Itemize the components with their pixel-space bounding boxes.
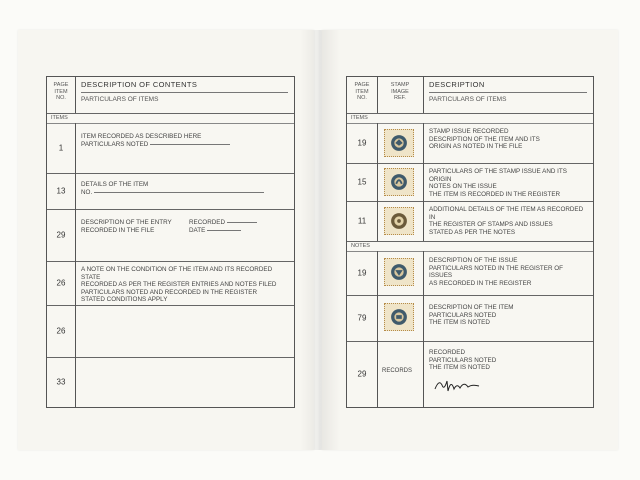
table-row	[47, 305, 294, 358]
stamp-image	[384, 129, 414, 157]
row-text: RECORDED AS PER THE REGISTER ENTRIES AND NOTES FILED	[81, 281, 277, 289]
row-text: DESCRIPTION OF THE ISSUE	[429, 257, 518, 264]
row-text: AS RECORDED IN THE REGISTER	[429, 279, 532, 287]
row-text: NO.	[81, 189, 93, 197]
table-row	[347, 201, 593, 242]
stamp-image	[384, 303, 414, 331]
header-label: ITEM	[54, 88, 68, 95]
row-text: THE ITEM IS RECORDED IN THE REGISTER	[429, 190, 561, 198]
stamp-image	[384, 207, 414, 235]
table-header	[347, 77, 593, 114]
header-label: STAMP	[390, 82, 410, 88]
row-number: 79	[357, 313, 367, 323]
row-text: RECORDED	[429, 349, 466, 356]
row-text: STAMP ISSUE RECORDED	[429, 128, 509, 135]
row-text: DETAILS OF THE ITEM	[81, 181, 149, 188]
right-register-table	[346, 76, 594, 408]
row-text: NOTES ON THE ISSUE	[429, 183, 497, 191]
header-label: ITEM	[355, 88, 369, 95]
header-label: PAGE	[354, 82, 370, 88]
header-description	[81, 77, 288, 113]
stamp-image	[384, 258, 414, 286]
header-image-col	[377, 77, 424, 113]
row-text: PARTICULARS NOTED	[429, 311, 497, 319]
row-number: 11	[357, 216, 367, 226]
row-text: ORIGIN AS NOTED IN THE FILE	[429, 143, 523, 151]
right-page	[322, 30, 618, 450]
table-header	[47, 77, 294, 114]
table-row	[347, 295, 593, 342]
row-number: 26	[56, 326, 66, 336]
row-text: STATED CONDITIONS APPLY	[81, 296, 168, 304]
row-number: 33	[56, 377, 66, 387]
row-text: PARTICULARS NOTED	[429, 356, 497, 364]
header-label: REF.	[394, 95, 406, 101]
table-row	[47, 357, 294, 407]
header-label: PAGE	[53, 82, 69, 88]
row-number: 29	[56, 230, 66, 240]
row-text: PARTICULARS NOTED AND RECORDED IN THE REGISTER	[81, 288, 257, 296]
row-text: ADDITIONAL DETAILS OF THE ITEM AS RECORDED IN	[429, 206, 584, 221]
header-subtitle: PARTICULARS OF ITEMS	[429, 96, 507, 104]
row-number: 26	[56, 278, 66, 288]
table-row	[47, 209, 294, 262]
table-row	[47, 261, 294, 306]
stamp-image	[384, 168, 414, 196]
row-number: 1	[58, 143, 64, 153]
row-text: PARTICULARS NOTED	[81, 141, 149, 149]
left-register-table	[46, 76, 295, 408]
table-row	[47, 173, 294, 210]
header-number-col	[347, 77, 378, 113]
row-text: DESCRIPTION OF THE ITEM AND ITS	[429, 135, 540, 143]
header-label: IMAGE	[391, 88, 409, 95]
row-text: DESCRIPTION OF THE ENTRY	[81, 219, 172, 226]
header-label: NO.	[56, 95, 66, 101]
table-row	[347, 163, 593, 202]
row-text: THE ITEM IS NOTED	[429, 319, 490, 327]
row-number: 19	[357, 138, 367, 148]
row-text: STATED AS PER THE NOTES	[429, 228, 516, 236]
table-row	[347, 341, 593, 407]
row-text: RECORDED IN THE FILE	[81, 227, 155, 235]
row-text: ITEM RECORDED AS DESCRIBED HERE	[81, 133, 202, 140]
row-number: 19	[357, 268, 367, 278]
header-label: NO.	[357, 95, 367, 101]
row-text: PARTICULARS OF THE STAMP ISSUE AND ITS ORIGIN	[429, 168, 567, 183]
header-number-col	[47, 77, 76, 113]
table-row	[347, 123, 593, 164]
row-text: A NOTE ON THE CONDITION OF THE ITEM AND ITS RECORDED STATE	[81, 266, 273, 281]
row-text: DATE	[189, 227, 206, 235]
row-text: DESCRIPTION OF THE ITEM	[429, 304, 514, 311]
row-text: THE ITEM IS NOTED	[429, 364, 490, 372]
row-text: PARTICULARS NOTED IN THE REGISTER OF ISSUES	[429, 264, 564, 280]
band-label: ITEMS	[51, 115, 68, 121]
header-description	[429, 77, 587, 113]
table-row	[47, 123, 294, 174]
handwritten-signature	[433, 375, 481, 395]
records-label: RECORDS	[382, 368, 413, 374]
row-number: 15	[357, 177, 367, 187]
header-title: DESCRIPTION	[429, 80, 485, 89]
header-title: DESCRIPTION OF CONTENTS	[81, 80, 198, 89]
header-subtitle: PARTICULARS OF ITEMS	[81, 96, 159, 104]
row-number: 29	[357, 369, 367, 379]
left-page	[18, 30, 314, 450]
row-text: THE REGISTER OF STAMPS AND ISSUES	[429, 221, 553, 229]
band-label: NOTES	[351, 243, 370, 249]
band-label: ITEMS	[351, 115, 368, 121]
row-number: 13	[56, 186, 66, 196]
table-row	[347, 251, 593, 296]
row-text: RECORDED	[189, 219, 226, 226]
